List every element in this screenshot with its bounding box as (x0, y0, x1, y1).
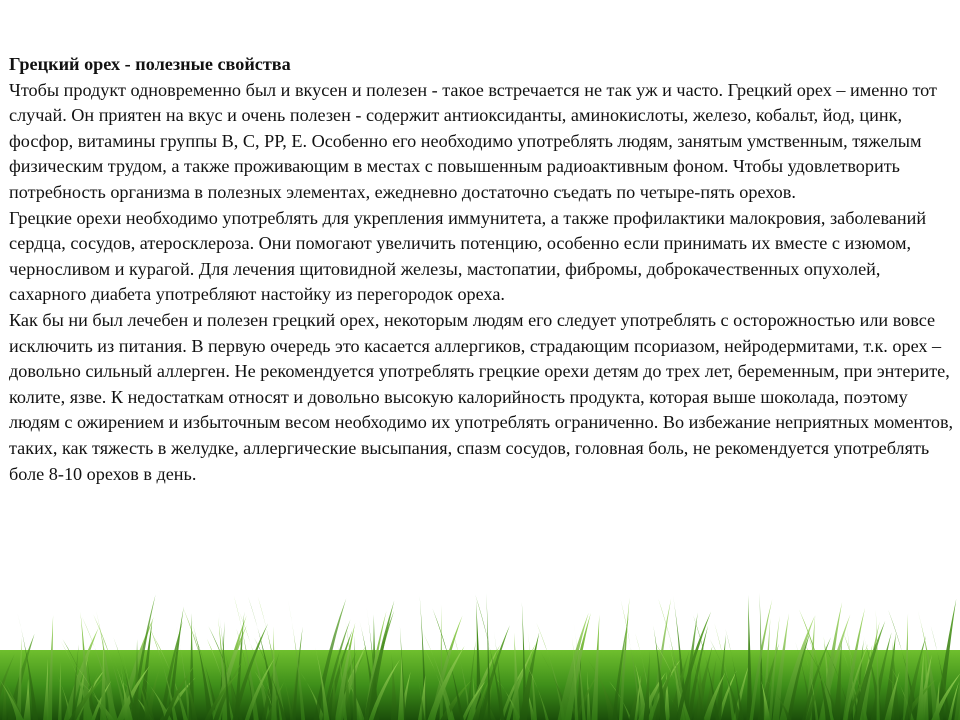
document-title: Грецкий орех - полезные свойства (9, 54, 291, 74)
text-block (9, 52, 954, 487)
paragraph-2: Грецкие орехи необходимо употреблять для укрепления иммунитета, а также профилактики малокровия, заболеваний сердца, сосудов, атеросклероза. Они помогают увеличить потенцию, особенно если принимать их вместе с изюмом, черносливом и курагой. Для лечения щитовидной железы, мастопатии, фибромы, доброкачественных опухолей, сахарного диабета употребляют настойку из перегородок ореха. (9, 207, 927, 305)
grass-border-image (0, 590, 960, 720)
paragraph-1: Чтобы продукт одновременно был и вкусен и полезен - такое встречается не так уж и часто. Грецкий орех – именно тот случай. Он приятен на вкус и очень полезен - содержит антиоксиданты, аминокислоты, железо, кобальт, йод, цинк, фосфор, витамины группы B, C, PP, E. Особенно его необходимо употреблять людям, занятым умственным, тяжелым физическим трудом, а также проживающим в местах с повышенным радиоактивным фоном. Чтобы удовлетворить потребность организма в полезных элементах, ежедневно достаточно съедать по четыре-пять орехов. (9, 79, 937, 202)
paragraph-3: Как бы ни был лечебен и полезен грецкий орех, некоторым людям его следует употреблять с осторожностью или вовсе исключить из питания. В первую очередь это касается аллергиков, страдающим псориазом, нейродермитами, т.к. орех – довольно сильный аллерген. Не рекомендуется употреблять грецкие орехи детям до трех лет, беременным, при энтерите, колите, язве. К недостаткам относят и довольно высокую калорийность продукта, которая выше шоколада, поэтому людям с ожирением и избыточным весом необходимо их употреблять ограниченно. Во избежание неприятных моментов, таких, как тяжесть в желудке, аллергические высыпания, спазм сосудов, головная боль, не рекомендуется употреблять боле 8-10 орехов в день. (9, 309, 954, 484)
